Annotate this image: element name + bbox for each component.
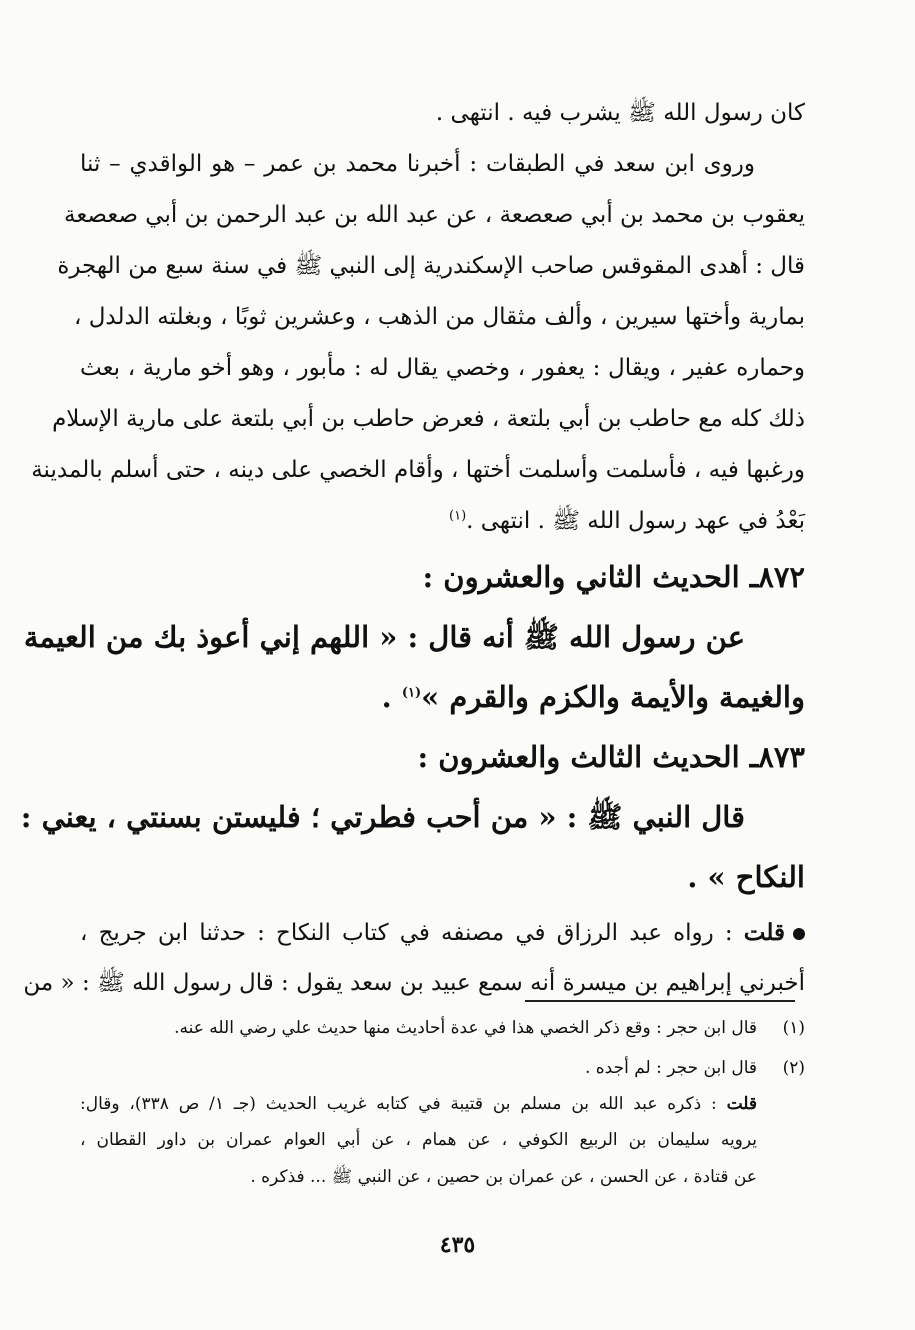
hadith-873-heading: ٨٧٣ـ الحديث الثالث والعشرون : xyxy=(417,740,805,774)
text-line-with-note xyxy=(80,496,805,547)
hadith-872-text-end xyxy=(80,667,805,727)
hadith-873-text: قال النبي ﷺ : « من أحب فطرتي ؛ فليستن بسنتي ، يعني : xyxy=(20,800,745,834)
footnote-1 xyxy=(80,1018,805,1038)
footnote-text: قال ابن حجر : لم أجده . xyxy=(584,1058,757,1078)
qult-keyword: قلت xyxy=(726,1094,758,1114)
qult-keyword: قلت xyxy=(743,919,785,946)
footnote-2 xyxy=(80,1058,805,1078)
qult-text: : رواه عبد الرزاق في مصنفه في كتاب النكاح : حدثنا ابن جريج ، xyxy=(80,920,733,946)
text-line: ذلك كله مع حاطب بن أبي بلتعة ، فعرض حاطب بن أبي بلتعة على مارية الإسلام xyxy=(52,406,805,432)
main-text xyxy=(20,88,805,1009)
text-line: كان رسول الله ﷺ يشرب فيه . انتهى . xyxy=(435,100,805,126)
hadith-872-end: . xyxy=(381,680,402,714)
footnote-2-line3 xyxy=(80,1166,805,1191)
page-number: ٤٣٥ xyxy=(439,1232,476,1258)
footnote-2-qult xyxy=(80,1094,805,1114)
text-line: بمارية وأختها سيرين ، وألف مثقال من الذهب ، وعشرين ثوبًا ، وبغلته الدلدل ، xyxy=(73,304,805,330)
hadith-872-line2: والغيمة والأيمة والكزم والقرم » xyxy=(421,680,805,714)
footnote-text: يرويه سليمان بن الربيع الكوفي ، عن همام ، عن أبي العوام عمران بن داور القطان ، xyxy=(80,1130,757,1150)
text-line: بَعْدُ في عهد رسول الله ﷺ . انتهى . xyxy=(466,508,805,534)
qult-line xyxy=(80,907,805,958)
footnote-text: عن قتادة ، عن الحسن ، عن عمران بن حصين ، عن النبي ﷺ ... فذكره . xyxy=(250,1167,757,1187)
footnote-text: قال ابن حجر : وقع ذكر الخصي هذا في عدة أحاديث منها حديث علي رضي الله عنه. xyxy=(174,1018,757,1038)
bullet-icon xyxy=(793,928,805,940)
qult-line-2: أخبرني إبراهيم بن ميسرة أنه سمع عبيد بن سعد يقول : قال رسول الله ﷺ : « من xyxy=(23,970,805,996)
footnote-divider xyxy=(525,1000,795,1002)
text-line: وحماره عفير ، ويقال : يعفور ، وخصي يقال له : مأبور ، وهو أخو مارية ، بعث xyxy=(80,355,805,381)
text-line: يعقوب بن محمد بن أبي صعصعة ، عن عبد الله بن عبد الرحمن بن أبي صعصعة xyxy=(63,202,805,228)
text-line: ورغبها فيه ، فأسلمت وأسلمت أختها ، وأقام الخصي على دينه ، حتى أسلم بالمدينة xyxy=(31,457,805,483)
footnote-2-line2 xyxy=(80,1130,805,1150)
footnote-text: : ذكره عبد الله بن مسلم بن قتيبة في كتابه غريب الحديث (جـ ١/ ص ٣٣٨)، وقال: xyxy=(80,1094,717,1114)
footnote-number: (١) xyxy=(782,1018,805,1038)
footnote-number: (٢) xyxy=(782,1058,805,1078)
text-line: وروى ابن سعد في الطبقات : أخبرنا محمد بن عمر – هو الواقدي – ثنا xyxy=(80,151,755,177)
text-line: قال : أهدى المقوقس صاحب الإسكندرية إلى النبي ﷺ في سنة سبع من الهجرة xyxy=(57,253,805,279)
hadith-873-line2: النكاح » . xyxy=(687,860,805,894)
footnote-ref: (١) xyxy=(401,685,422,701)
hadith-872-text: عن رسول الله ﷺ أنه قال : « اللهم إني أعوذ بك من العيمة xyxy=(23,620,745,654)
hadith-872-heading: ٨٧٢ـ الحديث الثاني والعشرون : xyxy=(422,560,805,594)
footnote-ref: (١) xyxy=(449,508,467,524)
